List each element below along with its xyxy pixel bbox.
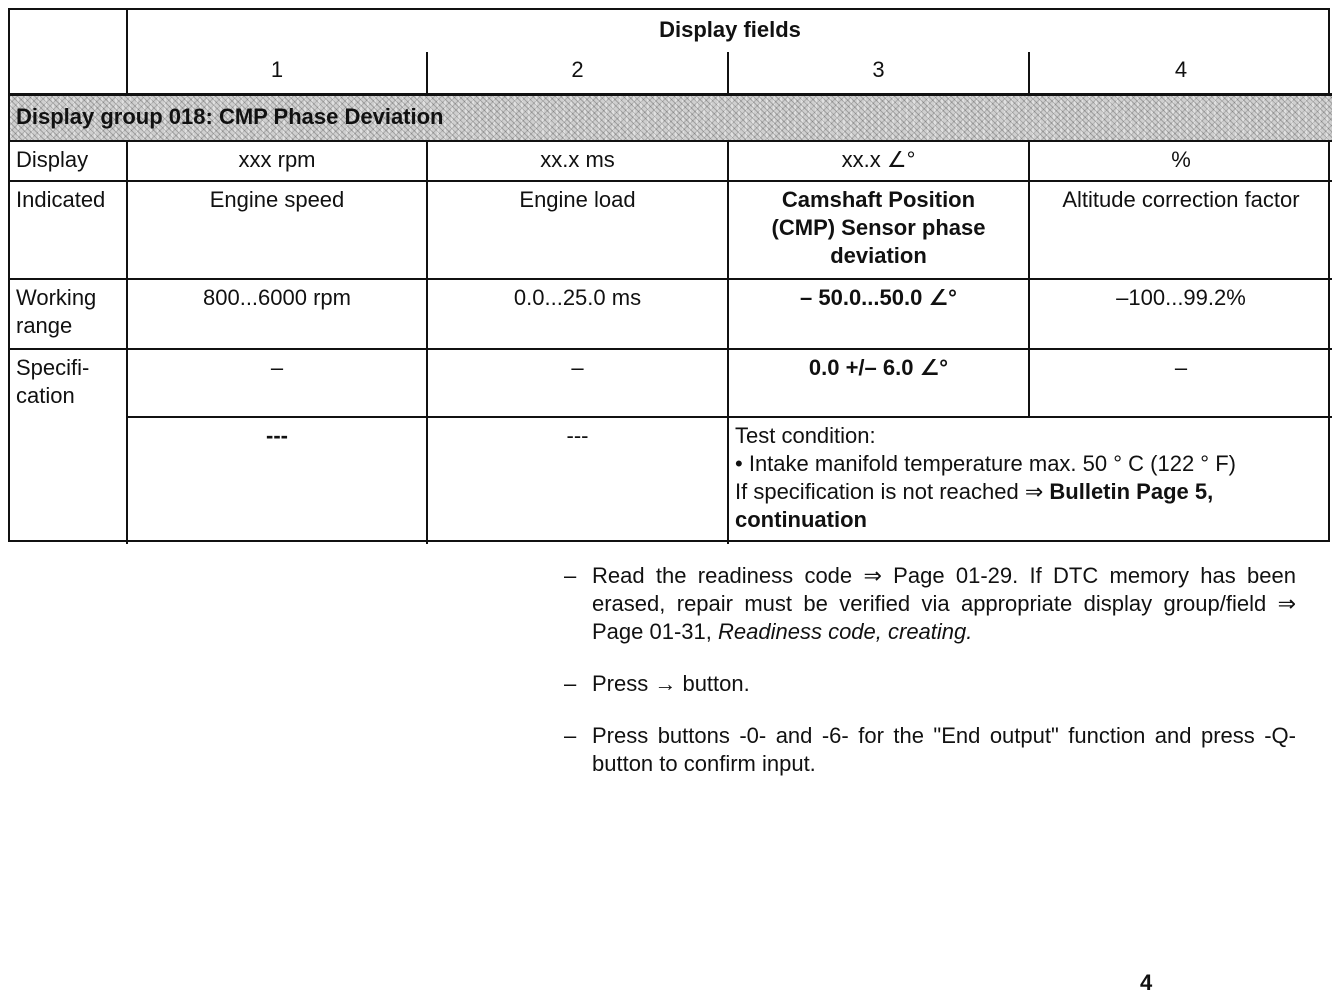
indicated-field-4: Altitude correction factor (1030, 182, 1332, 280)
page-number: 4 (1140, 970, 1153, 995)
note-press-arrow (564, 670, 1296, 698)
field-number-1: 1 (128, 52, 428, 96)
not-reached-text: If specification is not reached ⇒ (735, 479, 1044, 504)
working-range-field-2: 0.0...25.0 ms (428, 280, 729, 350)
not-reached-line (735, 478, 1326, 534)
display-group-title: Display group 018: CMP Phase Deviation (10, 96, 1332, 142)
test-condition-item (735, 450, 1326, 478)
working-range-field-3: – 50.0...50.0 ∠° (729, 280, 1030, 350)
condition-field-2: --- (428, 418, 729, 544)
dash-icon: – (564, 563, 577, 588)
condition-field-1: --- (128, 418, 428, 544)
display-field-3: xx.x ∠° (729, 142, 1030, 182)
display-group-table (8, 8, 1330, 542)
indicated-field-1: Engine speed (128, 182, 428, 280)
working-range-field-4: –100...99.2% (1030, 280, 1332, 350)
indicated-field-2: Engine load (428, 182, 729, 280)
display-field-4: % (1030, 142, 1332, 182)
note-text: Press buttons -0- and -6- for the "End output" function and press -Q- button to confirm input. (592, 723, 1296, 776)
row-label-display: Display (10, 142, 128, 182)
test-condition-block (729, 418, 1332, 544)
note-readiness-code (564, 562, 1296, 646)
note-emphasis: Readiness code, creating. (718, 619, 973, 644)
row-label-indicated: Indicated (10, 182, 128, 280)
test-condition-text: Intake manifold temperature max. 50 ° C (122 ° F) (748, 451, 1236, 476)
specification-field-2: – (428, 350, 729, 418)
dash-icon: – (564, 723, 577, 748)
display-field-1: xxx rpm (128, 142, 428, 182)
note-text: Read the readiness code ⇒ Page 01-29. If DTC memory has been erased, repair must be verified via appropriate display group/field ⇒ Page 01-31, (592, 563, 1296, 644)
bulletin-reference: Bulletin Page 5, continuation (735, 479, 1214, 532)
specification-field-1: – (128, 350, 428, 418)
row-label-working-range: Working range (10, 280, 128, 350)
row-label-specification: Specifi-cation (10, 350, 128, 544)
table-corner (10, 10, 128, 96)
note-end-output (564, 722, 1296, 778)
instruction-notes (564, 562, 1296, 802)
dash-icon: – (564, 671, 577, 696)
bullet-icon: • (735, 451, 743, 476)
display-field-2: xx.x ms (428, 142, 729, 182)
indicated-field-3: Camshaft Position (CMP) Sensor phase deviation (729, 182, 1030, 280)
field-number-3: 3 (729, 52, 1030, 96)
field-number-2: 2 (428, 52, 729, 96)
field-number-4: 4 (1030, 52, 1332, 96)
note-text: Press → button. (592, 671, 750, 696)
specification-field-3: 0.0 +/– 6.0 ∠° (729, 350, 1030, 418)
specification-field-4: – (1030, 350, 1332, 418)
display-fields-header: Display fields (659, 17, 801, 42)
working-range-field-1: 800...6000 rpm (128, 280, 428, 350)
test-condition-label: Test condition: (735, 423, 876, 448)
